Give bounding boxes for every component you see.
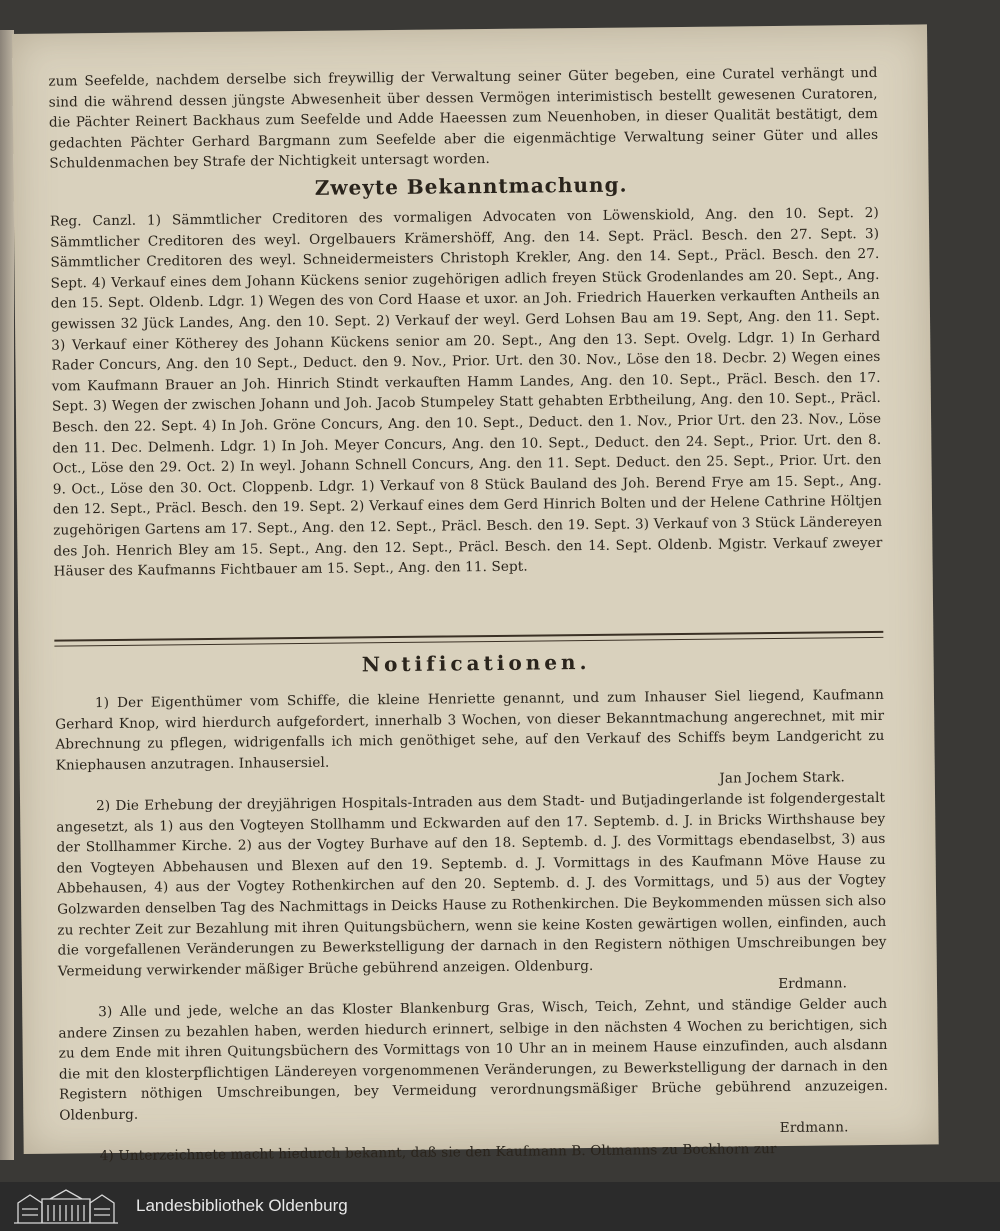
notification-signature: Erdmann. (779, 1119, 849, 1137)
notification-text: 4) Unterzeichnete macht hiedurch bekannt, daß sie den Kaufmann B. Oltmanns zu Bockhorn zur (99, 1141, 777, 1165)
notification-text: 2) Die Erhebung der dreyjährigen Hospitals-Intraden aus dem Stadt- und Butjadingerlande ist folgendergestalt angesetzt, als 1) aus den Vogteyen Stollhamm und Eckwarden auf den 17. Septemb. d. J. in Bricks Wirthshause bey der Stollhammer Kirche. 2) aus der Vogtey Burhave auf den 18. Septemb. d. J. des Vormittags ebendaselbst, 3) aus den Vogteyen Abbehausen und Blexen auf den 19. Septemb. d. J. Vormittags in des Kaufmann Möve Hause zu Abbehausen, 4) aus der Vogtey Rothenkirchen auf den 20. Septemb. d. J. des Vormittags, und 5) aus der Vogtey Golzwarden denselben Tag des Nachmittags in Deicks Hause zu Rothenkirchen. Die Beykommenden müssen sich also zu rechter Zeit zur Bezahlung mit ihren Quitungsbüchern, wenn sie keine Kosten gewärtigen wollen, einfinden, auch die vorgefallenen Veränderungen zu Bewerkstelligung der darnach in den Registern nöthigen Umschreibungen bey Vermeidung verwirkender mäßiger Brüche gebührend anzeigen. Oldenburg. (56, 789, 887, 980)
library-building-icon (10, 1187, 122, 1225)
document-page (12, 24, 939, 1165)
notification-text: 3) Alle und jede, welche an das Kloster Blankenburg Gras, Wisch, Teich, Zehnt, und ständige Gelder auch andere Zinsen zu bezahlen haben, werden hiedurch erinnert, selbige in den nächsten 4 Wochen zu berichtigen, sich zu dem Ende mit ihren Quitungsbüchern des Vormittags von 10 Uhr an in meinem Hause einzufinden, auch alsdann die mit den klosterpflichtigen Ländereyen vorgenommenen Veränderungen, zu Bewerkstelligung der darnach in den Registern nöthigen Umschreibungen, bey Vermeidung verordnungsmäßiger Brüche gebührend anzuzeigen. Oldenburg. (58, 995, 889, 1124)
section-heading-notificationen: Notificationen. (361, 649, 591, 677)
section-heading-zweyte: Zweyte Bekanntmachung. (314, 172, 628, 200)
notification-signature: Erdmann. (778, 975, 848, 993)
paragraph-continuation: zum Seefelde, nachdem derselbe sich freywillig der Verwaltung seiner Güter begeben, eine Curatel verhängt und sind die während dessen jüngste Abwesenheit über dessen Vermögen interimistisch bestellt gewesenen Curatoren, die Pächter Reinert Backhaus zum Seefelde und Adde Haeessen zum Neuenhoben, in dieser Qualität bestätigt, dem gedachten Pächter Gerhard Bargmann zum Seefelde aber die eigenmächtige Verwaltung seiner Güter und alles Schuldenmachen bey Strafe der Nichtigkeit untersagt worden. (48, 64, 879, 172)
notifications-list (55, 685, 889, 1167)
library-name: Landesbibliothek Oldenburg (136, 1196, 348, 1215)
left-page-edge (0, 30, 14, 1160)
notification-signature: Jan Jochem Stark. (719, 769, 845, 788)
paragraph-announcements: Reg. Canzl. 1) Sämmtlicher Creditoren des vormaligen Advocaten von Löwenskiold, Ang. den 10. Sept. 2) Sämmtlicher Creditoren des weyl. Orgelbauers Krämershöff, Ang. den 14. Sept. Präcl. Besch. den 27. Sept. 3) Sämmtlicher Creditoren des weyl. Schneidermeisters Christoph Krekler, Ang. den 14. Sept., Präcl. Besch. den 27. Sept. 4) Verkauf eines dem Johann Kückens senior zugehörigen adlich freyen Stück Grodenlandes am 20. Sept., Ang. den 15. Sept. Oldenb. Ldgr. 1) Wegen des von Cord Haase et uxor. an Joh. Friedrich Hauerken verkauften Antheils an gewissen 32 Jück Landes, Ang. den 10. Sept. 2) Verkauf der weyl. Gerd Lohsen Bau am 19. Sept, Ang. den 11. Sept. 3) Verkauf einer Kötherey des Johann Kückens senior am 20. Sept., Ang den 13. Sept. Ovelg. Ldgr. 1) In Gerhard Rader Concurs, Ang. den 10 Sept., Deduct. den 9. Nov., Prior. Urt. den 30. Nov., Löse den 18. Decbr. 2) Wegen eines vom Kaufmann Brauer an Joh. Hinrich Stindt verkauften Hamm Landes, Ang. den 10. Sept., Präcl. Besch. den 17. Sept. 3) Wegen der zwischen Johann und Joh. Jacob Stumpeley Statt gehabten Erbtheilung, Ang. den 10. Sept., Präcl. Besch. den 22. Sept. 4) In Joh. Gröne Concurs, Ang. den 10. Sept., Deduct. den 1. Nov., Prior Urt. den 23. Nov., Löse den 11. Dec. Delmenh. Ldgr. 1) In Joh. Meyer Concurs, Ang. den 10. Sept., Deduct. den 24. Sept., Prior. Urt. den 8. Oct., Löse den 29. Oct. 2) In weyl. Johann Schnell Concurs, Ang. den 11. Sept. Deduct. den 25. Sept., Prior. Urt. den 9. Oct., Löse den 30. Oct. Cloppenb. Ldgr. 1) Verkauf von 8 Stück Bauland des Joh. Berend Frye am 15. Sept., Ang. den 12. Sept., Präcl. Besch. den 19. Sept. 2) Verkauf eines dem Gerd Hinrich Bolten und der Helene Cathrine Höltjen zugehörigen Gartens am 17. Sept., Ang. den 12. Sept., Präcl. Besch. den 19. Sept. 3) Verkauf von 3 Stück Ländereyen des Joh. Henrich Bley am 15. Sept., Ang. den 12. Sept., Präcl. Besch. den 14. Sept. Oldenb. Mgistr. Verkauf zweyer Häuser des Kaufmanns Fichtbauer am 15. Sept., Ang. den 11. Sept. (49, 204, 883, 580)
notification-item (55, 685, 885, 797)
notification-item (58, 994, 888, 1147)
footer-bar (0, 1182, 1000, 1231)
divider-rule (54, 631, 883, 647)
notification-item (56, 788, 887, 1003)
notification-text: 1) Der Eigenthümer vom Schiffe, die kleine Henriette genannt, und zum Inhauser Siel liegend, Kaufmann Gerhard Knop, wird hierdurch aufgefordert, innerhalb 3 Wochen, von dieser Bekanntmachung angerechnet, mit mir Abrechnung zu pflegen, widrigenfalls ich mich genöthiget sehe, auf den Verkauf des Schiffs beym Landgericht zu Kniephausen anzutragen. Inhausersiel. (55, 686, 885, 774)
